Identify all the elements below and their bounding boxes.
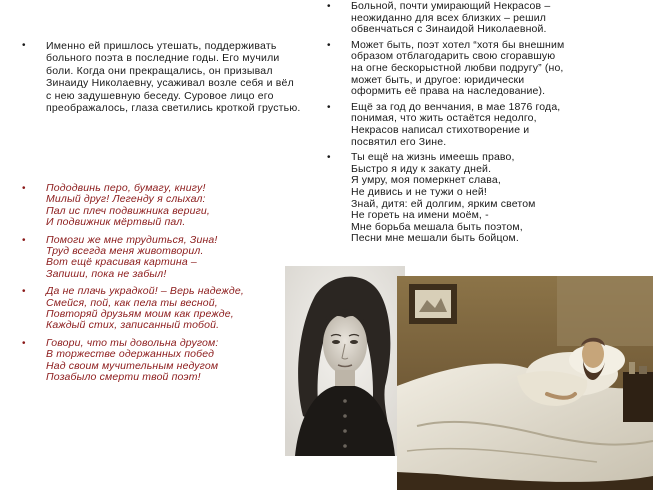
poem-stanza (22, 183, 307, 229)
nekrasov-painting (397, 276, 653, 490)
text-line: оформить её права на наследование). (351, 85, 546, 98)
poem-line: И подвижник мёртвый пал. (46, 216, 186, 229)
woman-portrait-image (285, 266, 405, 456)
right-item (327, 152, 645, 245)
text-line: может быть, и другое: юридически (351, 73, 525, 86)
bullet: • (22, 286, 26, 298)
text-line: посвятил его Зине. (351, 135, 447, 148)
text-line: Некрасов написал стихотворение и (351, 123, 530, 136)
poem-stanza (22, 235, 307, 281)
text-line: Мне борьба мешала быть поэтом, (351, 220, 523, 233)
text-line: понимая, что жить остаётся недолго, (351, 112, 537, 125)
text-line: образом отблагодарить свою сгоравшую (351, 50, 556, 63)
text-line: Ты ещё на жизнь имеешь право, (351, 151, 515, 164)
poem-line: Труд всегда меня животворил. (46, 245, 204, 258)
right-item (327, 102, 645, 148)
text-line: неожиданно для всех близких – решил (351, 11, 546, 24)
text-line: Песни мне мешали быть бойцом. (351, 232, 519, 245)
right-item (327, 1, 645, 36)
bullet: • (327, 152, 331, 164)
poem-line: В торжестве одержанных побед (46, 348, 215, 361)
poem-line: Вот ещё красивая картина – (46, 256, 197, 269)
text-line: Больной, почти умирающий Некрасов – (351, 0, 551, 12)
poem-list (22, 183, 307, 390)
bullet: • (22, 234, 26, 246)
text-line: Не дивись и не тужи о ней! (351, 185, 487, 198)
bullet: • (327, 39, 331, 51)
text-line: Быстро я иду к закату дней. (351, 162, 492, 175)
poem-stanza (22, 338, 307, 384)
text-line: Может быть, поэт хотел “хотя бы внешним (351, 38, 565, 51)
woman-portrait-photo (285, 266, 405, 456)
bullet: • (22, 40, 26, 51)
poem-line: Да не плачь украдкой! – Верь надежде, (46, 285, 244, 298)
poem-line: Запиши, пока не забыл! (46, 267, 167, 280)
poem-line: Пал ис плеч подвижника вериги, (46, 204, 210, 217)
right-item (327, 40, 645, 98)
text-line: обвенчаться с Зинаидой Николаевной. (351, 23, 547, 36)
right-column-list (327, 1, 645, 249)
poem-line: Пододвинь перо, бумагу, книгу! (46, 182, 206, 194)
poem-line: Каждый стих, записанный тобой. (46, 319, 220, 332)
poem-line: Смейся, пой, как пела ты весной, (46, 296, 218, 309)
text-line: Не гореть на имени моём, - (351, 209, 489, 222)
text-line: Знай, дитя: ей долгим, ярким светом (351, 197, 536, 210)
poem-line: Позабыло смерти твой поэт! (46, 371, 201, 384)
text-line: на огне бескорыстной любви подругу” (но, (351, 61, 564, 74)
left-paragraph-text: Именно ей пришлось утешать, поддерживать больного поэта в последние годы. Его мучили боли. Когда они прекращались, он призывал Зинаиду Николаевну, усаживал возле себя и вёл с нею задушевную беседу. Суровое лицо его преображалось, глаза светились кроткой грустью. (46, 40, 301, 115)
poem-line: Милый друг! Легенду я слыхал: (46, 193, 206, 206)
bullet: • (327, 101, 331, 113)
poem-line: Говори, что ты довольна другом: (46, 336, 219, 349)
poem-stanza (22, 286, 307, 332)
text-line: Я умру, моя померкнет слава, (351, 174, 501, 187)
painting-image (397, 276, 653, 490)
text-line: Ещё за год до венчания, в мае 1876 года, (351, 100, 561, 113)
poem-line: Повторяй друзьям моим как прежде, (46, 308, 234, 321)
bullet: • (22, 337, 26, 349)
left-paragraph (22, 40, 302, 114)
left-paragraph-list (22, 40, 302, 114)
poem-line: Помоги же мне трудиться, Зина! (46, 233, 218, 246)
bullet: • (327, 1, 331, 12)
poem-line: Над своим мучительным недугом (46, 359, 219, 372)
bullet: • (22, 183, 26, 194)
